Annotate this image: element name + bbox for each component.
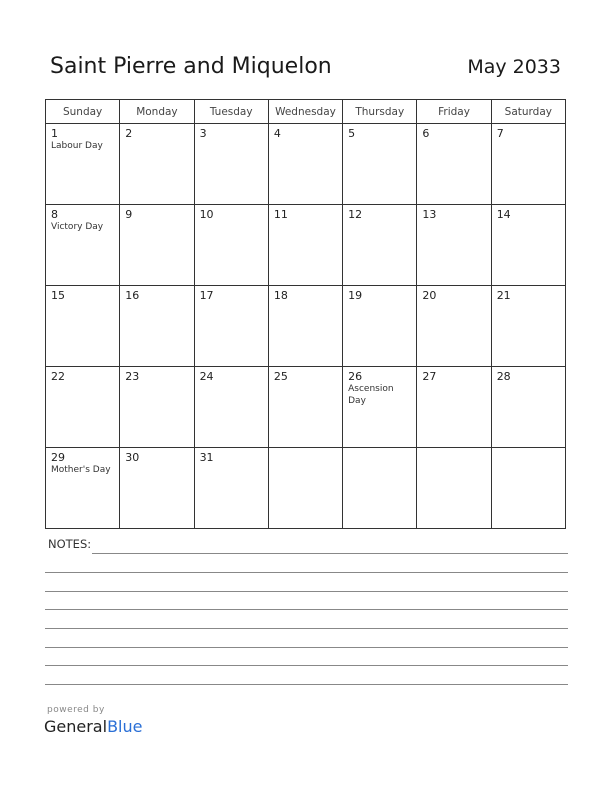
day-cell <box>46 124 120 205</box>
day-cell <box>268 367 342 448</box>
day-number: 22 <box>51 370 65 383</box>
day-cell <box>194 448 268 529</box>
day-cell <box>194 367 268 448</box>
holiday-label: Victory Day <box>51 222 104 232</box>
day-number: 18 <box>273 289 288 302</box>
day-cell <box>343 124 417 205</box>
day-cell <box>120 367 194 448</box>
calendar-title: Saint Pierre and Miquelon <box>50 54 332 79</box>
day-number: 27 <box>422 370 437 383</box>
day-number: 21 <box>496 289 511 302</box>
weekday-header-row <box>46 100 566 124</box>
calendar-grid <box>45 99 566 529</box>
week-row <box>46 448 566 529</box>
day-cell <box>491 124 565 205</box>
day-number: 12 <box>348 208 363 221</box>
day-cell <box>194 286 268 367</box>
day-cell <box>343 205 417 286</box>
week-row <box>46 286 566 367</box>
weekday-tuesday: Tuesday <box>194 100 268 124</box>
note-line <box>45 572 568 573</box>
day-number: 13 <box>422 208 437 221</box>
day-cell <box>268 205 342 286</box>
day-cell <box>194 205 268 286</box>
day-number: 20 <box>422 289 437 302</box>
day-cell <box>120 286 194 367</box>
day-cell <box>343 448 417 529</box>
weekday-monday: Monday <box>120 100 194 124</box>
day-cell <box>343 286 417 367</box>
day-number: 11 <box>273 208 288 221</box>
day-cell <box>491 367 565 448</box>
day-number: 7 <box>496 127 504 140</box>
day-cell <box>268 448 342 529</box>
weekday-wednesday: Wednesday <box>268 100 342 124</box>
holiday-label: Ascension Day <box>348 384 394 406</box>
note-line <box>45 628 568 629</box>
day-cell <box>46 286 120 367</box>
week-row <box>46 124 566 205</box>
note-line <box>45 609 568 610</box>
note-line <box>45 647 568 648</box>
day-number: 24 <box>199 370 214 383</box>
day-number: 23 <box>125 370 140 383</box>
day-cell <box>46 367 120 448</box>
day-cell <box>120 124 194 205</box>
day-cell <box>417 205 491 286</box>
day-cell <box>46 448 120 529</box>
month-year: May 2033 <box>467 56 561 78</box>
weekday-saturday: Saturday <box>491 100 565 124</box>
day-number: 2 <box>125 127 133 140</box>
day-number: 19 <box>348 289 363 302</box>
day-number: 6 <box>422 127 430 140</box>
day-cell <box>194 124 268 205</box>
day-number: 3 <box>199 127 207 140</box>
day-number: 16 <box>125 289 140 302</box>
day-cell <box>343 367 417 448</box>
notes-label: NOTES: <box>48 537 92 551</box>
day-cell <box>491 205 565 286</box>
day-number: 8 <box>51 208 58 221</box>
day-cell <box>46 205 120 286</box>
day-number: 15 <box>51 289 65 302</box>
note-line <box>92 553 568 554</box>
day-number: 25 <box>273 370 288 383</box>
day-cell <box>417 367 491 448</box>
weekday-thursday: Thursday <box>343 100 417 124</box>
day-number: 9 <box>125 208 133 221</box>
day-cell <box>417 124 491 205</box>
note-line <box>45 591 568 592</box>
day-cell <box>417 448 491 529</box>
brand-general: General <box>44 717 108 736</box>
note-line <box>45 665 568 666</box>
day-cell <box>491 448 565 529</box>
week-row <box>46 205 566 286</box>
weekday-friday: Friday <box>417 100 491 124</box>
brand-logo <box>44 717 142 736</box>
day-number: 10 <box>199 208 214 221</box>
note-line <box>45 684 568 685</box>
holiday-label: Labour Day <box>51 141 103 151</box>
day-number: 4 <box>273 127 281 140</box>
week-row <box>46 367 566 448</box>
day-number: 17 <box>199 289 214 302</box>
brand-blue: Blue <box>107 717 143 736</box>
day-cell <box>417 286 491 367</box>
day-cell <box>120 448 194 529</box>
weekday-sunday: Sunday <box>46 100 120 124</box>
holiday-label: Mother's Day <box>51 465 111 475</box>
day-number: 14 <box>496 208 511 221</box>
day-cell <box>491 286 565 367</box>
day-cell <box>120 205 194 286</box>
day-number: 29 <box>51 451 65 464</box>
day-number: 30 <box>125 451 140 464</box>
day-number: 1 <box>51 127 58 140</box>
day-number: 28 <box>496 370 511 383</box>
day-number: 26 <box>348 370 363 383</box>
powered-by-text: powered by <box>47 705 105 715</box>
day-number: 31 <box>199 451 214 464</box>
day-cell <box>268 286 342 367</box>
day-number: 5 <box>348 127 356 140</box>
day-cell <box>268 124 342 205</box>
